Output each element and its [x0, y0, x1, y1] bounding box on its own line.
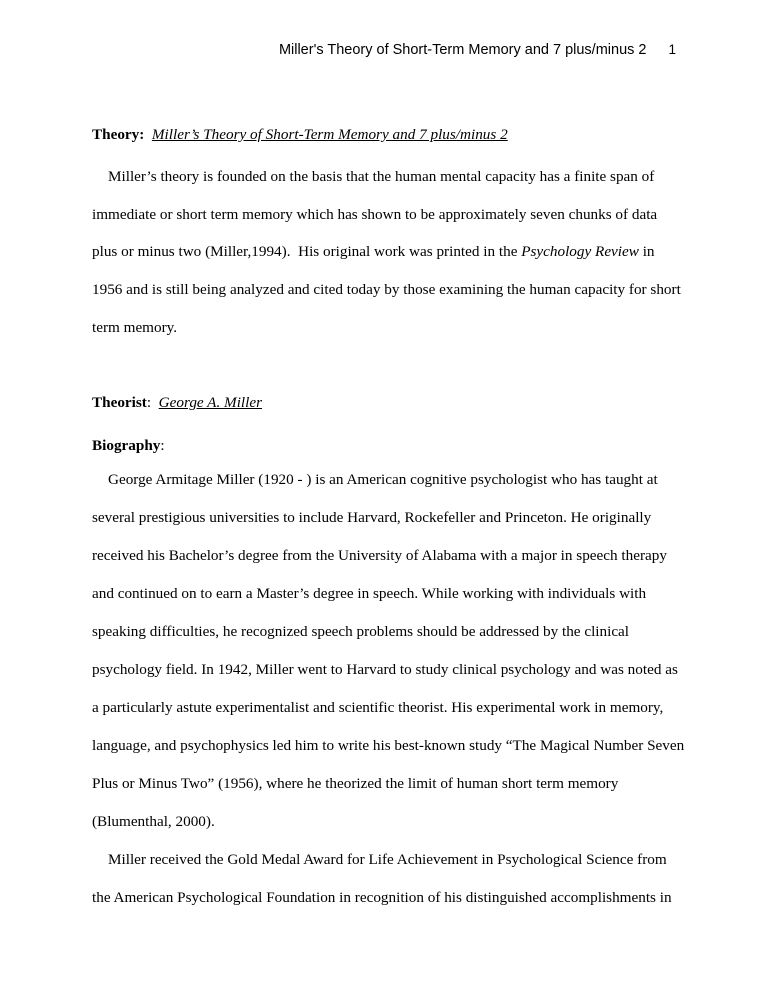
- page-number: 1: [668, 42, 676, 57]
- bio-line-5: speaking difficulties, he recognized speech problems should be addressed by the clinical: [92, 623, 630, 640]
- journal-title: Psychology Review: [521, 243, 639, 260]
- theory-line-4: 1956 and is still being analyzed and cited today by those examining the human capacity for short: [92, 281, 681, 298]
- theorist-label: Theorist: [92, 394, 147, 411]
- theorist-heading: [92, 393, 262, 413]
- theory-line-5: term memory.: [92, 319, 178, 336]
- theory-heading: [92, 125, 508, 145]
- theory-label: Theory:: [92, 126, 145, 143]
- theory-line-2: immediate or short term memory which has shown to be approximately seven chunks of data: [92, 206, 658, 223]
- bio-line-1: George Armitage Miller (1920 - ) is an American cognitive psychologist who has taught at: [108, 471, 658, 488]
- biography-colon: :: [160, 437, 165, 454]
- biography-label: Biography: [92, 437, 161, 454]
- bio-line-7: a particularly astute experimentalist and scientific theorist. His experimental work in memory,: [92, 699, 664, 716]
- theory-line-1: Miller’s theory is founded on the basis that the human mental capacity has a finite span of: [108, 168, 655, 185]
- bio-line-9: Plus or Minus Two” (1956), where he theorized the limit of human short term memory: [92, 775, 619, 792]
- bio-line-10: (Blumenthal, 2000).: [92, 813, 215, 830]
- bio-line-3: received his Bachelor’s degree from the University of Alabama with a major in speech therapy: [92, 547, 667, 564]
- running-title: Miller's Theory of Short-Term Memory and 7 plus/minus 2: [278, 42, 647, 58]
- bio-line-6: psychology field. In 1942, Miller went to Harvard to study clinical psychology and was noted as: [92, 661, 678, 678]
- biography-heading: [92, 436, 165, 456]
- theorist-name: George A. Miller: [158, 394, 263, 411]
- theory-line-3-end: in: [638, 243, 655, 260]
- theory-line-3-text: plus or minus two (Miller,1994). His original work was printed in the: [92, 243, 522, 260]
- bio-line-4: and continued on to earn a Master’s degree in speech. While working with individuals with: [92, 585, 647, 602]
- bio-line-12: the American Psychological Foundation in recognition of his distinguished accomplishments in: [92, 889, 672, 906]
- running-header: [279, 42, 676, 58]
- theory-title: Miller’s Theory of Short-Term Memory and 7 plus/minus 2: [151, 126, 508, 143]
- bio-line-11: Miller received the Gold Medal Award for Life Achievement in Psychological Science from: [108, 851, 667, 868]
- bio-line-2: several prestigious universities to include Harvard, Rockefeller and Princeton. He originally: [92, 509, 652, 526]
- theorist-colon: :: [146, 394, 152, 411]
- bio-line-8: language, and psychophysics led him to write his best-known study “The Magical Number Seven: [92, 737, 685, 754]
- theory-line-3: [92, 242, 655, 262]
